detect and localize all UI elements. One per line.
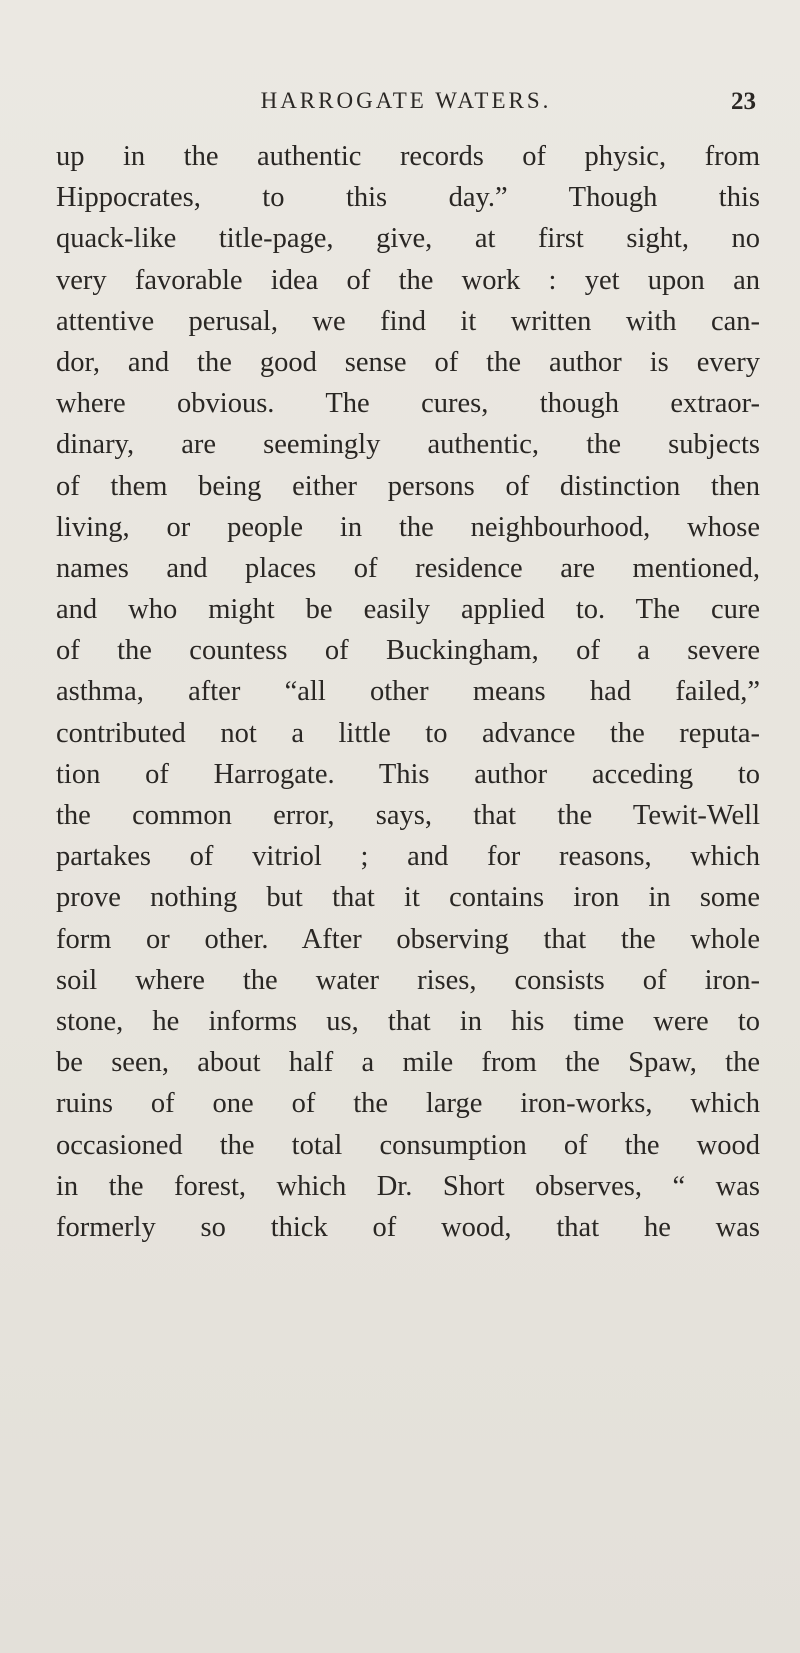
text-line: Hippocrates, to this day.” Though this — [56, 182, 760, 214]
body-text — [56, 136, 760, 1248]
text-line: occasioned the total consumption of the wood — [56, 1129, 760, 1161]
text-line: dor, and the good sense of the author is every — [56, 346, 760, 378]
text-line: be seen, about half a mile from the Spaw, the — [56, 1047, 760, 1079]
text-line: formerly so thick of wood, that he was — [56, 1211, 760, 1243]
text-line: stone, he informs us, that in his time were to — [56, 1005, 760, 1037]
text-line: very favorable idea of the work : yet upon an — [56, 264, 760, 296]
text-line: up in the authentic records of physic, from — [56, 141, 760, 172]
text-line: partakes of vitriol ; and for reasons, which — [56, 841, 760, 873]
text-line: form or other. After observing that the whole — [56, 923, 760, 955]
text-line: prove nothing but that it contains iron in some — [56, 882, 760, 914]
page-header — [56, 88, 756, 120]
text-line: names and places of residence are mentioned, — [56, 552, 760, 584]
text-line: of them being either persons of distinction then — [56, 470, 760, 502]
text-line: ruins of one of the large iron-works, which — [56, 1088, 760, 1120]
text-line: where obvious. The cures, though extraor- — [56, 388, 760, 420]
text-line: living, or people in the neighbourhood, whose — [56, 511, 760, 543]
text-line: the common error, says, that the Tewit-Well — [56, 800, 760, 831]
running-title: HARROGATE WATERS. — [260, 88, 552, 113]
text-line: quack-like title-page, give, at first sight, no — [56, 223, 760, 255]
text-line: tion of Harrogate. This author acceding to — [56, 758, 760, 790]
text-line: asthma, after “all other means had failed,” — [56, 676, 760, 708]
page-number: 23 — [731, 88, 756, 115]
text-line: dinary, are seemingly authentic, the subjects — [56, 429, 760, 461]
text-line: and who might be easily applied to. The cure — [56, 594, 760, 626]
text-line: in the forest, which Dr. Short observes, “ was — [56, 1170, 760, 1202]
text-line: of the countess of Buckingham, of a severe — [56, 635, 760, 667]
text-line: soil where the water rises, consists of iron- — [56, 964, 760, 996]
text-line: contributed not a little to advance the reputa- — [56, 717, 760, 749]
text-line: attentive perusal, we find it written with can- — [56, 305, 760, 337]
